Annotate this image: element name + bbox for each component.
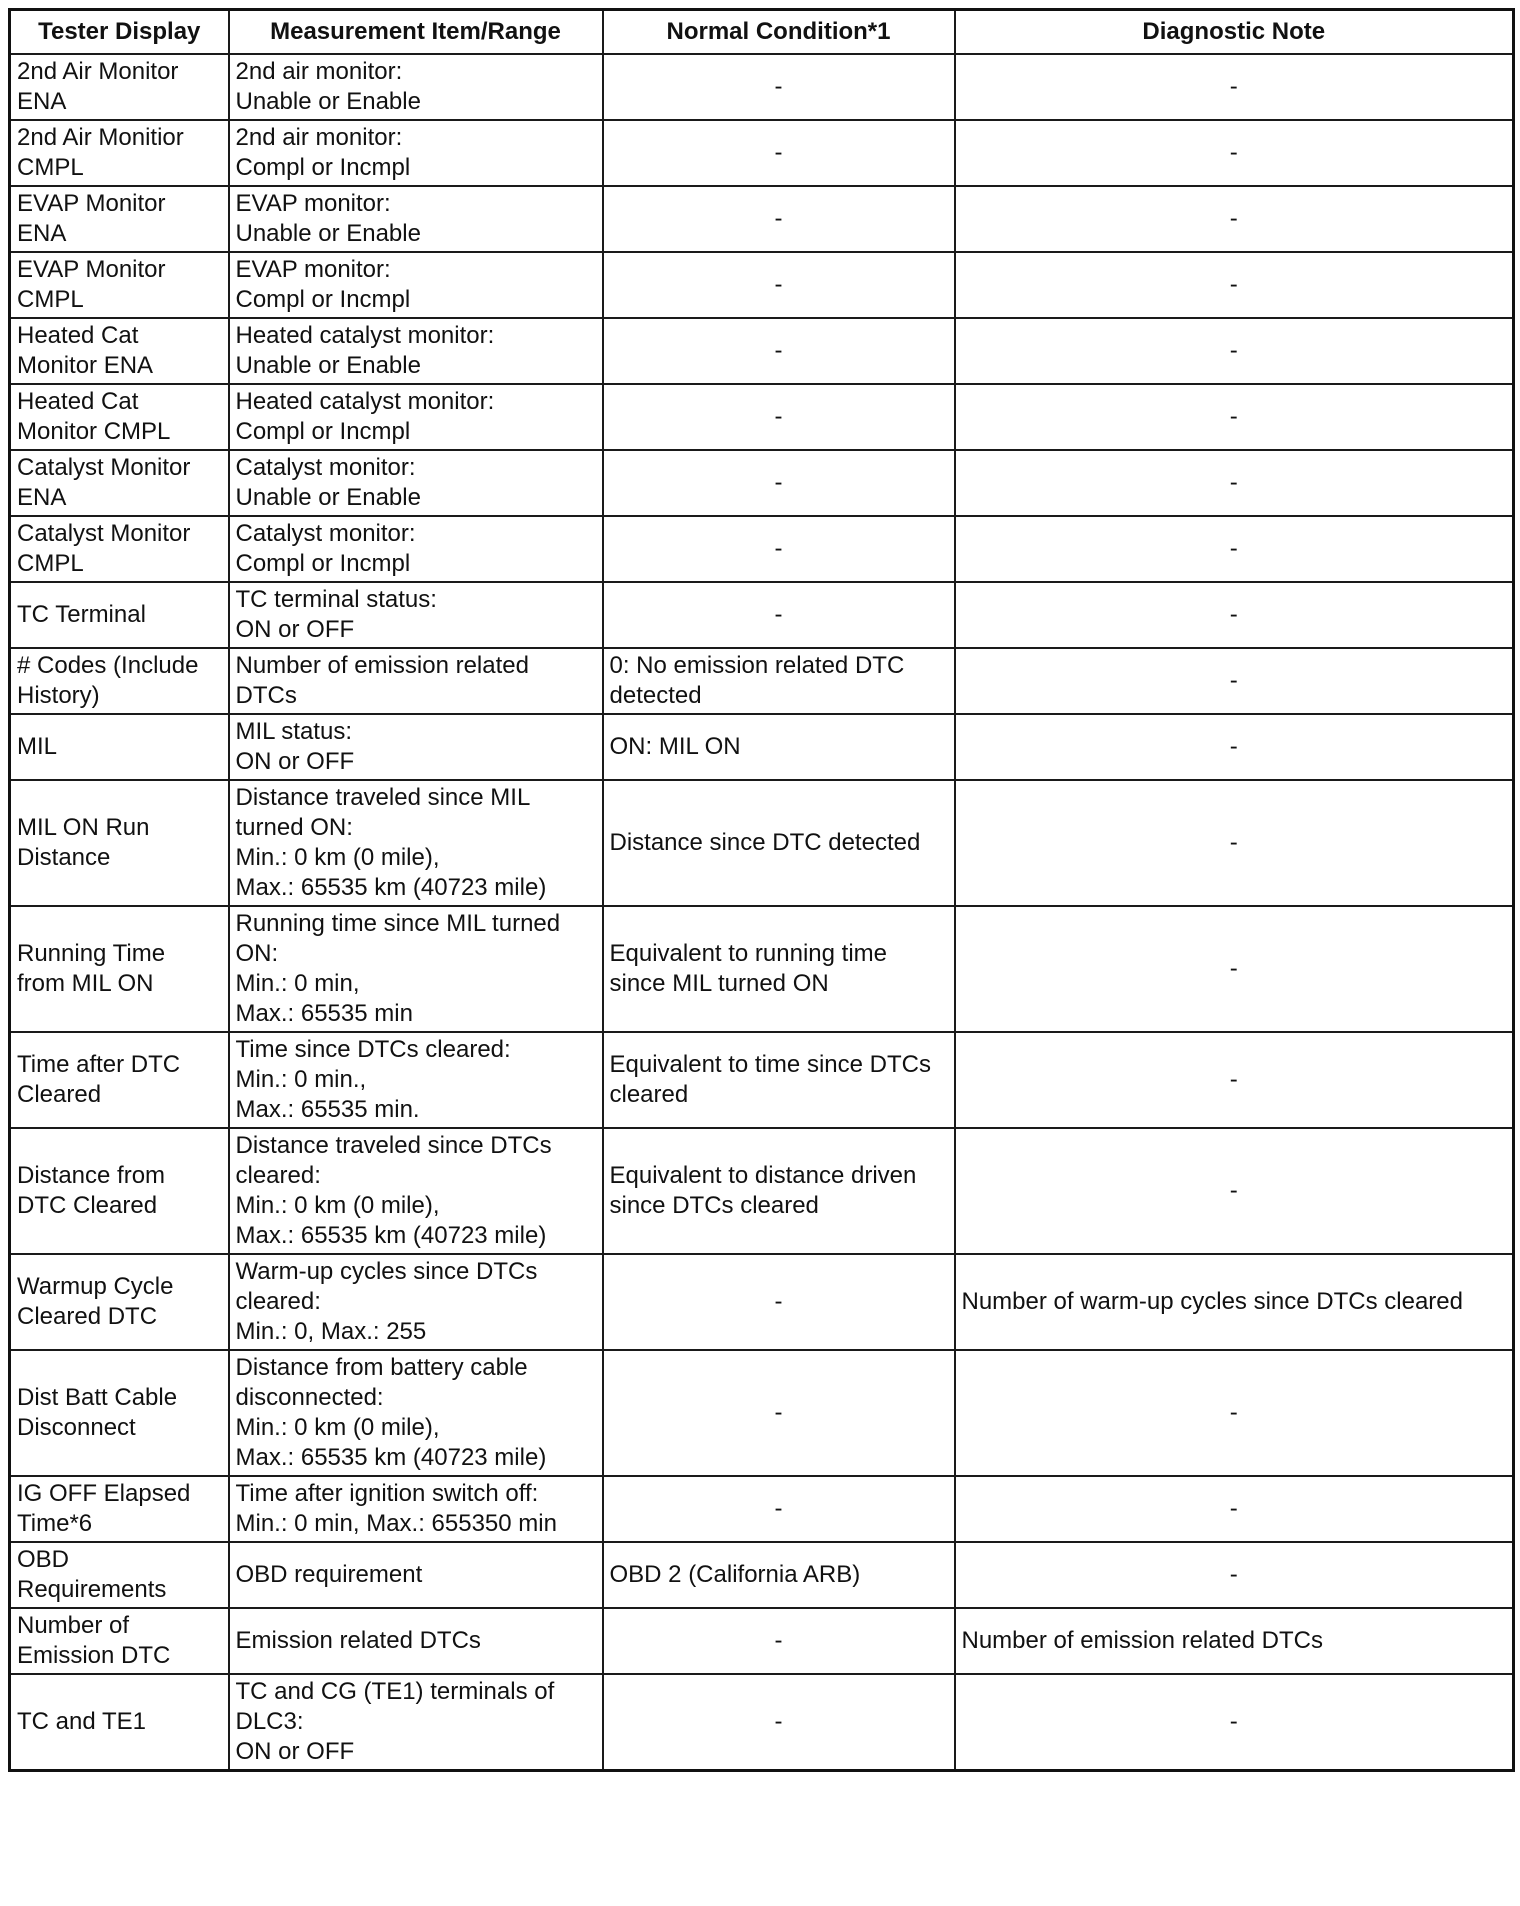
cell-measurement-item: EVAP monitor: Compl or Incmpl	[229, 252, 603, 318]
cell-measurement-item: Distance traveled since DTCs cleared: Min.: 0 km (0 mile), Max.: 65535 km (40723 mile)	[229, 1128, 603, 1254]
cell-tester-display: OBD Requirements	[10, 1542, 229, 1608]
cell-diagnostic-note: -	[955, 1032, 1514, 1128]
cell-measurement-item: Catalyst monitor: Compl or Incmpl	[229, 516, 603, 582]
table-row	[10, 252, 1514, 318]
cell-normal-condition: -	[603, 1608, 955, 1674]
table-row	[10, 1674, 1514, 1771]
cell-measurement-item: Distance traveled since MIL turned ON: Min.: 0 km (0 mile), Max.: 65535 km (40723 mile)	[229, 780, 603, 906]
table-row	[10, 1032, 1514, 1128]
table-row	[10, 120, 1514, 186]
cell-diagnostic-note: -	[955, 252, 1514, 318]
cell-tester-display: Distance from DTC Cleared	[10, 1128, 229, 1254]
cell-diagnostic-note: -	[955, 1476, 1514, 1542]
cell-diagnostic-note: Number of warm-up cycles since DTCs cleared	[955, 1254, 1514, 1350]
table-row	[10, 384, 1514, 450]
table-body	[10, 54, 1514, 1771]
cell-diagnostic-note: -	[955, 780, 1514, 906]
cell-normal-condition: Equivalent to time since DTCs cleared	[603, 1032, 955, 1128]
cell-tester-display: Catalyst Monitor ENA	[10, 450, 229, 516]
cell-tester-display: EVAP Monitor CMPL	[10, 252, 229, 318]
table-row	[10, 186, 1514, 252]
table-row	[10, 1350, 1514, 1476]
cell-measurement-item: Number of emission related DTCs	[229, 648, 603, 714]
table-row	[10, 582, 1514, 648]
table-row	[10, 648, 1514, 714]
cell-diagnostic-note: -	[955, 120, 1514, 186]
cell-measurement-item: OBD requirement	[229, 1542, 603, 1608]
cell-normal-condition: -	[603, 1674, 955, 1771]
cell-measurement-item: MIL status: ON or OFF	[229, 714, 603, 780]
cell-tester-display: Warmup Cycle Cleared DTC	[10, 1254, 229, 1350]
table-row	[10, 1608, 1514, 1674]
cell-diagnostic-note: -	[955, 186, 1514, 252]
cell-diagnostic-note: -	[955, 1674, 1514, 1771]
cell-diagnostic-note: -	[955, 384, 1514, 450]
cell-measurement-item: Time since DTCs cleared: Min.: 0 min., Max.: 65535 min.	[229, 1032, 603, 1128]
table-row	[10, 1476, 1514, 1542]
data-list-sheet	[8, 8, 1512, 1772]
cell-normal-condition: -	[603, 450, 955, 516]
cell-diagnostic-note: -	[955, 318, 1514, 384]
cell-tester-display: IG OFF Elapsed Time*6	[10, 1476, 229, 1542]
cell-tester-display: Catalyst Monitor CMPL	[10, 516, 229, 582]
cell-normal-condition: -	[603, 54, 955, 120]
cell-tester-display: Heated Cat Monitor ENA	[10, 318, 229, 384]
cell-measurement-item: TC and CG (TE1) terminals of DLC3: ON or OFF	[229, 1674, 603, 1771]
table-row	[10, 780, 1514, 906]
header-normal-condition: Normal Condition*1	[603, 10, 955, 54]
cell-diagnostic-note: -	[955, 1128, 1514, 1254]
header-measurement-item: Measurement Item/Range	[229, 10, 603, 54]
cell-measurement-item: 2nd air monitor: Unable or Enable	[229, 54, 603, 120]
cell-diagnostic-note: -	[955, 906, 1514, 1032]
table-row	[10, 1542, 1514, 1608]
table-row	[10, 54, 1514, 120]
header-diagnostic-note: Diagnostic Note	[955, 10, 1514, 54]
cell-diagnostic-note: -	[955, 1542, 1514, 1608]
cell-normal-condition: 0: No emission related DTC detected	[603, 648, 955, 714]
table-row	[10, 516, 1514, 582]
cell-normal-condition: -	[603, 1254, 955, 1350]
cell-measurement-item: 2nd air monitor: Compl or Incmpl	[229, 120, 603, 186]
cell-tester-display: Dist Batt Cable Disconnect	[10, 1350, 229, 1476]
cell-measurement-item: Running time since MIL turned ON: Min.: 0 min, Max.: 65535 min	[229, 906, 603, 1032]
cell-diagnostic-note: -	[955, 648, 1514, 714]
cell-diagnostic-note: Number of emission related DTCs	[955, 1608, 1514, 1674]
cell-normal-condition: Equivalent to distance driven since DTCs cleared	[603, 1128, 955, 1254]
cell-measurement-item: Distance from battery cable disconnected: Min.: 0 km (0 mile), Max.: 65535 km (40723 mile)	[229, 1350, 603, 1476]
cell-tester-display: MIL	[10, 714, 229, 780]
cell-normal-condition: -	[603, 1476, 955, 1542]
cell-diagnostic-note: -	[955, 516, 1514, 582]
cell-tester-display: 2nd Air Monitior CMPL	[10, 120, 229, 186]
cell-normal-condition: OBD 2 (California ARB)	[603, 1542, 955, 1608]
cell-normal-condition: -	[603, 186, 955, 252]
cell-normal-condition: -	[603, 120, 955, 186]
cell-tester-display: TC and TE1	[10, 1674, 229, 1771]
cell-tester-display: Heated Cat Monitor CMPL	[10, 384, 229, 450]
cell-normal-condition: -	[603, 582, 955, 648]
table-header	[10, 10, 1514, 54]
cell-diagnostic-note: -	[955, 450, 1514, 516]
cell-measurement-item: Heated catalyst monitor: Unable or Enable	[229, 318, 603, 384]
header-tester-display: Tester Display	[10, 10, 229, 54]
cell-tester-display: Time after DTC Cleared	[10, 1032, 229, 1128]
cell-measurement-item: Catalyst monitor: Unable or Enable	[229, 450, 603, 516]
cell-tester-display: # Codes (Include History)	[10, 648, 229, 714]
cell-normal-condition: Equivalent to running time since MIL turned ON	[603, 906, 955, 1032]
table-row	[10, 318, 1514, 384]
cell-tester-display: TC Terminal	[10, 582, 229, 648]
cell-normal-condition: ON: MIL ON	[603, 714, 955, 780]
cell-measurement-item: TC terminal status: ON or OFF	[229, 582, 603, 648]
cell-diagnostic-note: -	[955, 714, 1514, 780]
cell-measurement-item: Heated catalyst monitor: Compl or Incmpl	[229, 384, 603, 450]
cell-diagnostic-note: -	[955, 54, 1514, 120]
table-row	[10, 714, 1514, 780]
cell-diagnostic-note: -	[955, 582, 1514, 648]
cell-tester-display: 2nd Air Monitor ENA	[10, 54, 229, 120]
data-list-table	[8, 8, 1515, 1772]
cell-tester-display: EVAP Monitor ENA	[10, 186, 229, 252]
table-row	[10, 906, 1514, 1032]
cell-tester-display: MIL ON Run Distance	[10, 780, 229, 906]
cell-normal-condition: -	[603, 384, 955, 450]
cell-normal-condition: -	[603, 318, 955, 384]
cell-tester-display: Number of Emission DTC	[10, 1608, 229, 1674]
cell-normal-condition: -	[603, 516, 955, 582]
cell-measurement-item: Time after ignition switch off: Min.: 0 min, Max.: 655350 min	[229, 1476, 603, 1542]
table-row	[10, 450, 1514, 516]
cell-measurement-item: Emission related DTCs	[229, 1608, 603, 1674]
cell-normal-condition: -	[603, 252, 955, 318]
table-row	[10, 1128, 1514, 1254]
cell-tester-display: Running Time from MIL ON	[10, 906, 229, 1032]
header-row	[10, 10, 1514, 54]
cell-diagnostic-note: -	[955, 1350, 1514, 1476]
cell-measurement-item: Warm-up cycles since DTCs cleared: Min.: 0, Max.: 255	[229, 1254, 603, 1350]
table-row	[10, 1254, 1514, 1350]
cell-normal-condition: -	[603, 1350, 955, 1476]
cell-measurement-item: EVAP monitor: Unable or Enable	[229, 186, 603, 252]
cell-normal-condition: Distance since DTC detected	[603, 780, 955, 906]
